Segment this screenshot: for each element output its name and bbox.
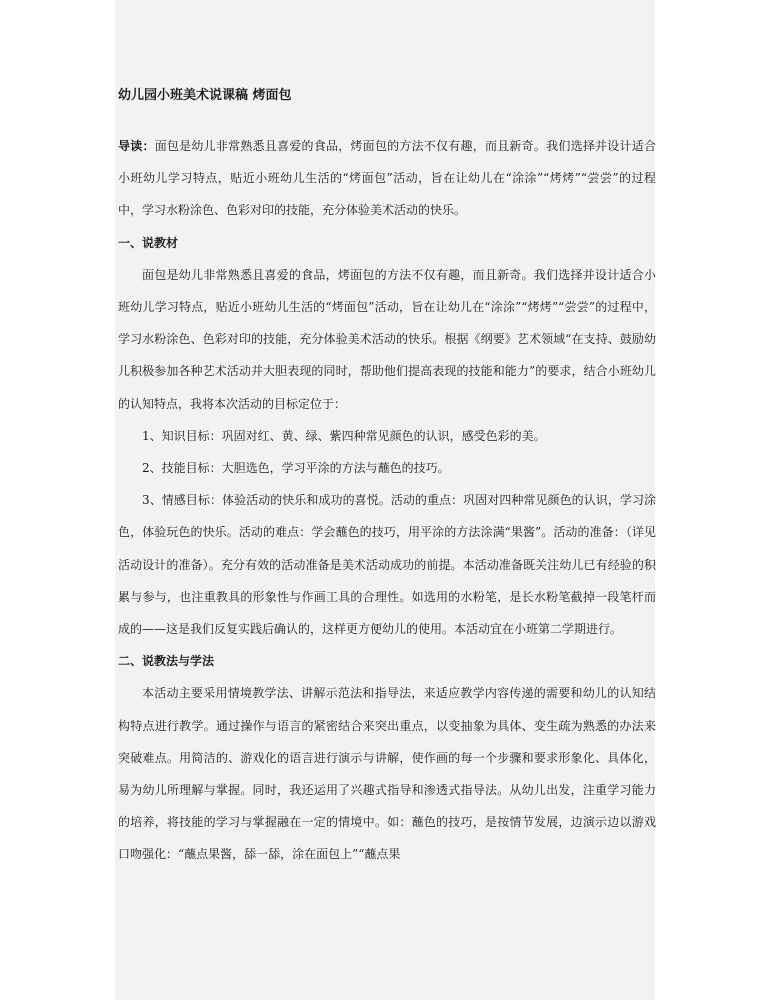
intro-text: 面包是幼儿非常熟悉且喜爱的食品，烤面包的方法不仅有趣，而且新奇。我们选择并设计适合小班幼儿学习特点，贴近小班幼儿生活的“烤面包”活动，旨在让幼儿在“涂涂”“烤烤”“尝尝”的过程中，学习水粉涂色、色彩对印的技能，充分体验美术活动的快乐。 [118,139,656,218]
document-title: 幼儿园小班美术说课稿 烤面包 [118,88,292,103]
section-heading-methods: 二、说教法与学法 [118,654,215,669]
objective-knowledge: 1、知识目标：巩固对红、黄、绿、紫四种常见颜色的认识，感受色彩的美。 [142,428,546,443]
document-body [118,86,656,871]
section-heading-teaching-material: 一、说教材 [118,235,179,250]
section1-paragraph: 面包是幼儿非常熟悉且喜爱的食品，烤面包的方法不仅有趣，而且新奇。我们选择并设计适合小班幼儿学习特点，贴近小班幼儿生活的“烤面包”活动，旨在让幼儿在“涂涂”“烤烤”“尝尝”的过程中，学习水粉涂色、色彩对印的技能，充分体验美术活动的快乐。根据《纲要》艺术领域“在支持、鼓励幼儿积极参加各种艺术活动并大胆表现的同时，帮助他们提高表现的技能和能力”的要求，结合小班幼儿的认知特点，我将本次活动的目标定位于： [118,267,656,411]
section2-paragraph: 本活动主要采用情境教学法、讲解示范法和指导法，来适应教学内容传递的需要和幼儿的认知结构特点进行教学。通过操作与语言的紧密结合来突出重点，以变抽象为具体、变生疏为熟悉的办法来突破难点。用简洁的、游戏化的语言进行演示与讲解，使作画的每一个步骤和要求形象化、具体化，易为幼儿所理解与掌握。同时，我还运用了兴趣式指导和渗透式指导法。从幼儿出发，注重学习能力的培养，将技能的学习与掌握融在一定的情境中。如：蘸色的技巧，是按情节发展，边演示边以游戏口吻强化：“蘸点果酱，舔一舔，涂在面包上”“蘸点果 [118,686,656,862]
objective-skill: 2、技能目标：大胆选色，学习平涂的方法与蘸色的技巧。 [142,461,450,476]
objective-emotion: 3、情感目标：体验活动的快乐和成功的喜悦。活动的重点：巩固对四种常见颜色的认识，学习涂色，体验玩色的快乐。活动的难点：学会蘸色的技巧，用平涂的方法涂满“果酱”。活动的准备：（详见活动设计的准备）。充分有效的活动准备是美术活动成功的前提。本活动准备既关注幼儿已有经验的积累与参与，也注重教具的形象性与作画工具的合理性。如选用的水粉笔，是长水粉笔截掉一段笔杆而成的——这是我们反复实践后确认的，这样更方便幼儿的使用。本活动宜在小班第二学期进行。 [118,493,656,637]
intro-label: 导读： [118,139,155,153]
intro-paragraph [118,130,656,227]
